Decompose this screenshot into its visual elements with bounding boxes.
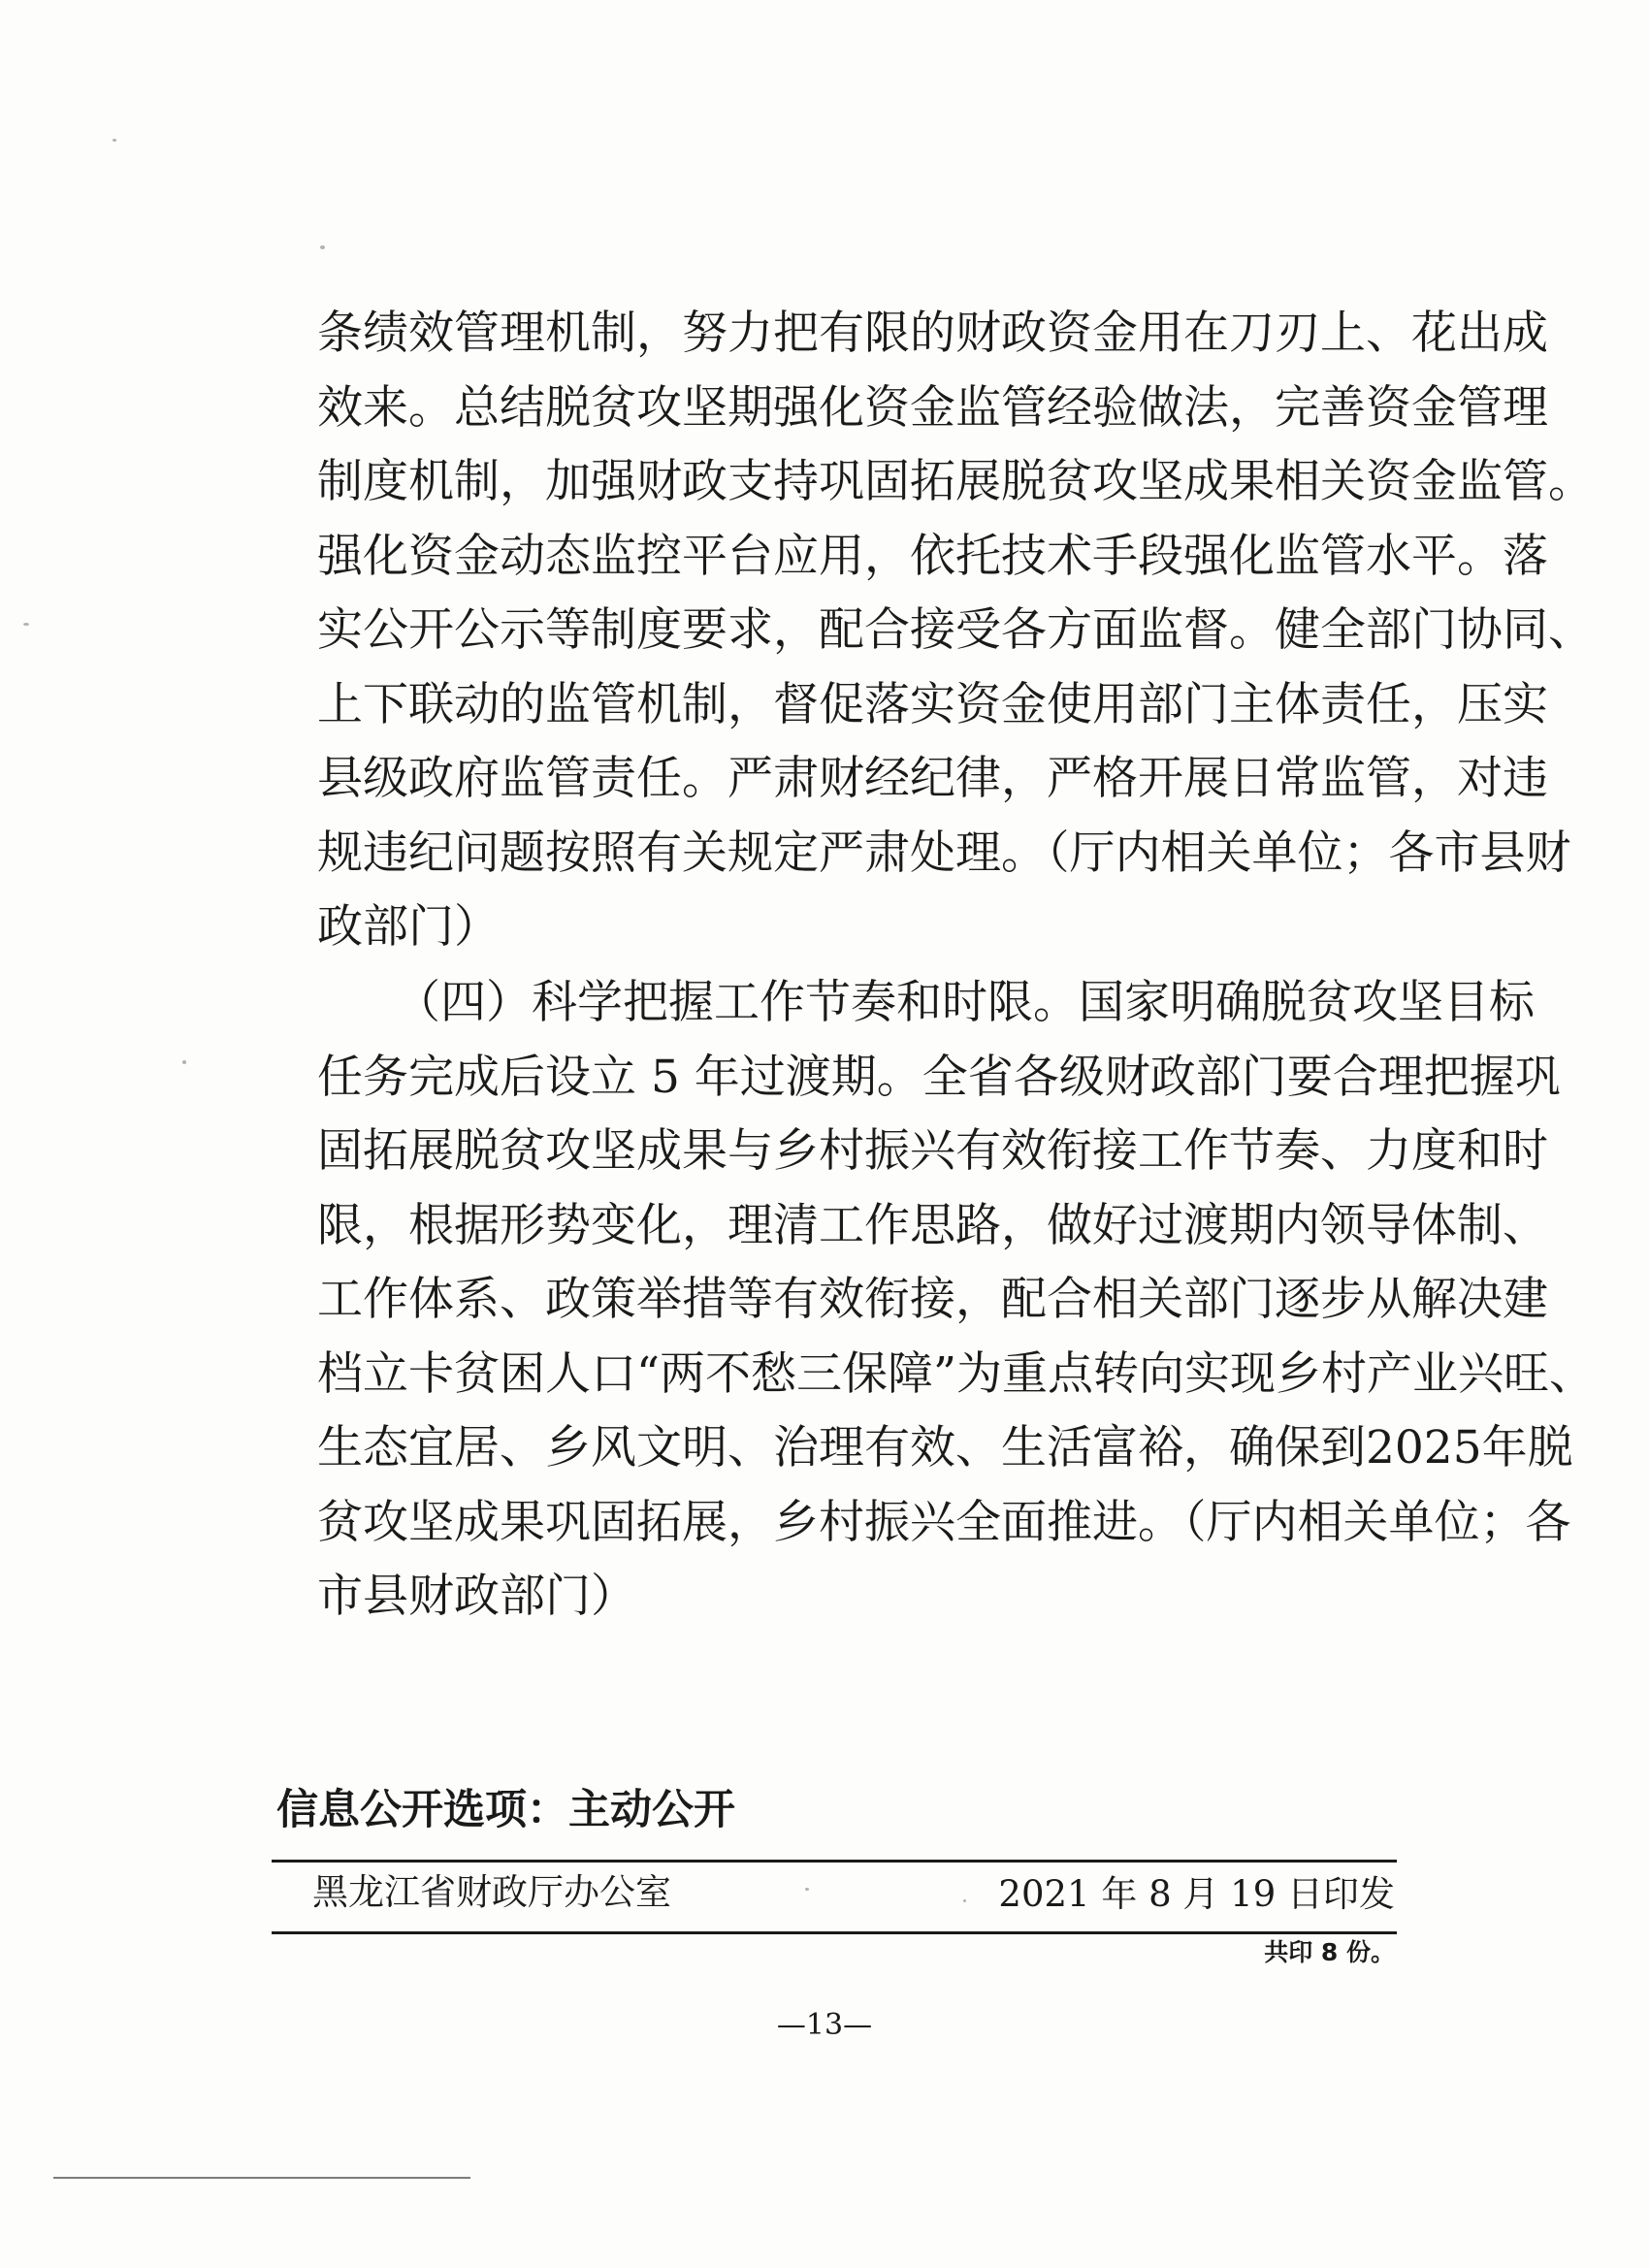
scan-artifact-line xyxy=(53,2177,470,2179)
text-line: 制度机制，加强财政支持巩固拓展脱贫攻坚成果相关资金监管。 xyxy=(317,455,1594,508)
text-line: 任务完成后设立 5 年过渡期。全省各级财政部门要合理把握巩 xyxy=(317,1051,1561,1104)
issue-date: 2021 年 8 月 19 日印发 xyxy=(998,1873,1395,1915)
text-line: 政部门） xyxy=(317,900,500,954)
text-line: 上下联动的监管机制，督促落实资金使用部门主体责任，压实 xyxy=(317,678,1548,731)
text-line: 规违纪问题按照有关规定严肃处理。（厅内相关单位；各市县财 xyxy=(317,826,1571,880)
text-line: 贫攻坚成果巩固拓展，乡村振兴全面推进。（厅内相关单位；各 xyxy=(317,1496,1571,1549)
text-line: 县级政府监管责任。严肃财经纪律，严格开展日常监管，对违 xyxy=(317,752,1548,805)
info-disclosure-label: 信息公开选项：主动公开 xyxy=(276,1786,735,1834)
divider-top xyxy=(272,1860,1397,1863)
page-number: —13— xyxy=(776,2008,873,2042)
copies-count: 共印 8 份。 xyxy=(1264,1938,1395,1966)
text-line: 实公开公示等制度要求，配合接受各方面监督。健全部门协同、 xyxy=(317,603,1594,657)
scan-speck xyxy=(23,623,29,626)
text-line: 效来。总结脱贫攻坚期强化资金监管经验做法，完善资金管理 xyxy=(317,381,1548,435)
text-line: 条绩效管理机制，努力把有限的财政资金用在刀刃上、花出成 xyxy=(317,307,1548,360)
scan-speck xyxy=(320,245,325,249)
scan-speck xyxy=(805,1888,809,1891)
issuing-office: 黑龙江省财政厅办公室 xyxy=(312,1871,671,1913)
scan-speck xyxy=(963,1899,966,1902)
section-heading-line: （四）科学把握工作节奏和时限。国家明确脱贫攻坚目标 xyxy=(395,976,1535,1029)
text-line: 生态宜居、乡风文明、治理有效、生活富裕，确保到2025年脱 xyxy=(317,1421,1573,1474)
text-line: 档立卡贫困人口“两不愁三保障”为重点转向实现乡村产业兴旺、 xyxy=(317,1347,1596,1401)
text-line: 限，根据形势变化，理清工作思路，做好过渡期内领导体制、 xyxy=(317,1199,1548,1252)
text-line: 强化资金动态监控平台应用，依托技术手段强化监管水平。落 xyxy=(317,530,1548,583)
text-line: 固拓展脱贫攻坚成果与乡村振兴有效衔接工作节奏、力度和时 xyxy=(317,1124,1548,1178)
scan-speck xyxy=(182,1060,186,1064)
divider-bottom xyxy=(272,1931,1397,1934)
text-line: 市县财政部门） xyxy=(317,1570,636,1623)
scan-speck xyxy=(113,139,116,142)
text-line: 工作体系、政策举措等有效衔接，配合相关部门逐步从解决建 xyxy=(317,1273,1548,1326)
